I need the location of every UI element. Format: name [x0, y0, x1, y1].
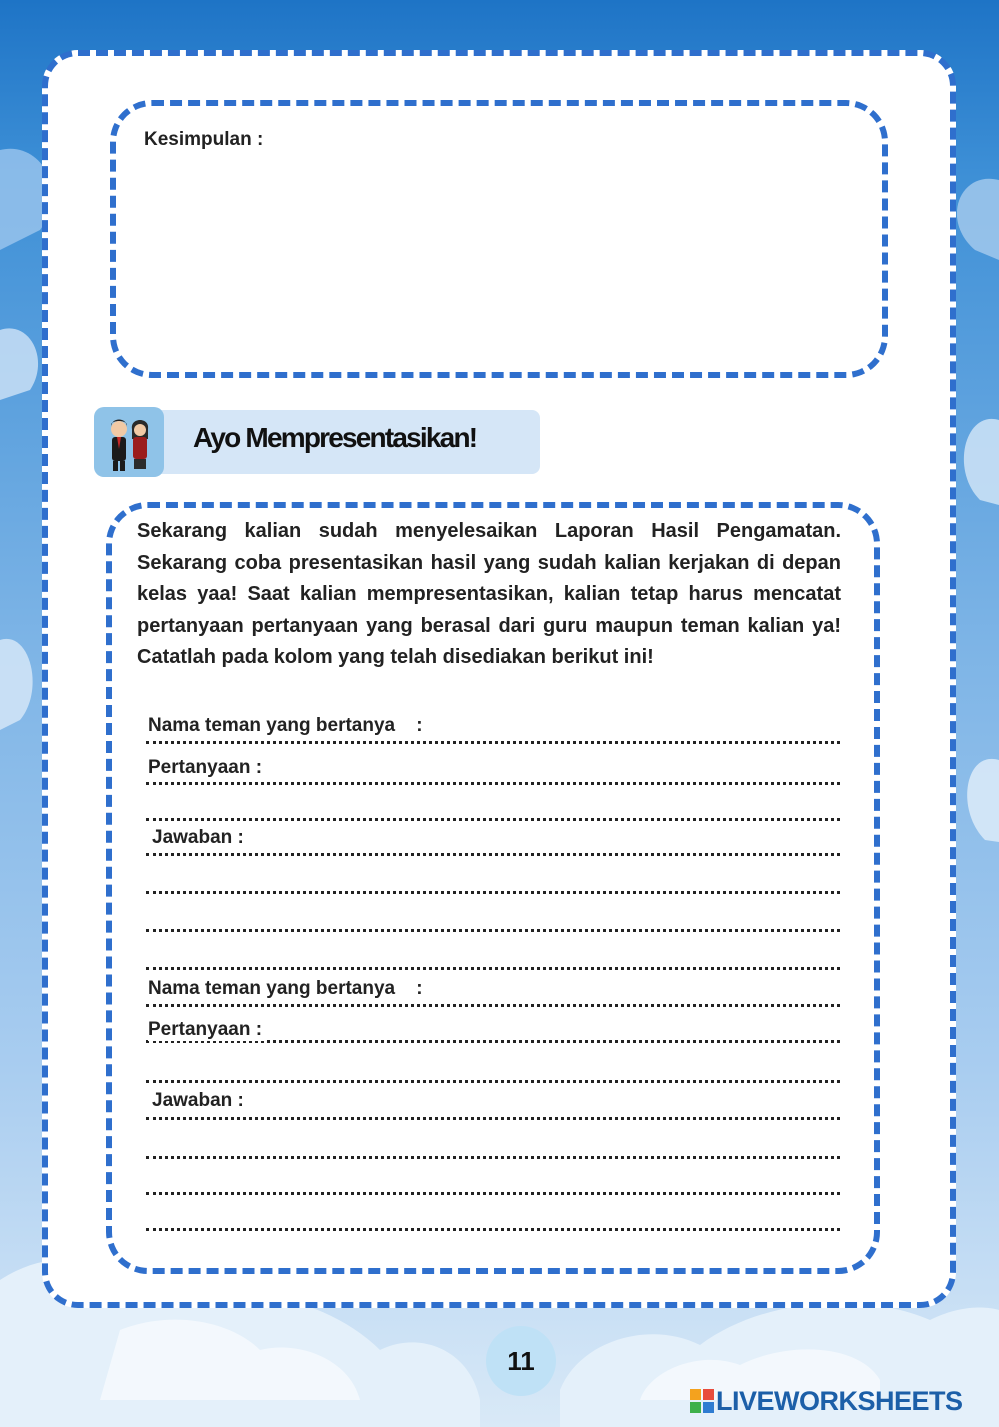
answer-line[interactable]	[146, 1117, 840, 1120]
answer-label: Jawaban :	[152, 1090, 248, 1112]
question-label: Pertanyaan :	[148, 1019, 266, 1041]
answer-line[interactable]	[146, 1228, 840, 1231]
answer-line[interactable]	[146, 967, 840, 970]
page-number: 11	[507, 1345, 535, 1376]
question-line[interactable]	[146, 1080, 840, 1083]
two-students-icon	[94, 407, 164, 477]
conclusion-label: Kesimpulan :	[144, 129, 264, 150]
name-line[interactable]	[146, 1004, 840, 1007]
answer-line[interactable]	[146, 891, 840, 894]
answer-line[interactable]	[146, 1156, 840, 1159]
instruction-paragraph: Sekarang kalian sudah menyelesaikan Laporan Hasil Pengamatan. Sekarang coba presentasikan hasil yang sudah kalian kerjakan di depan kelas yaa! Saat kalian mempresentasikan, kalian tetap harus mencatat pertanyaan pertanyaan yang berasal dari guru maupun teman kalian ya! Catatlah pada kolom yang telah disediakan berikut ini!	[137, 520, 841, 669]
answer-line[interactable]	[146, 853, 840, 856]
name-label: Nama teman yang bertanya :	[148, 715, 427, 737]
answer-line[interactable]	[146, 929, 840, 932]
section-title: Ayo Mempresentasikan!	[193, 422, 477, 453]
question-line[interactable]	[146, 782, 840, 785]
brand-name: LIVEWORKSHEETS	[716, 1385, 963, 1416]
name-label: Nama teman yang bertanya :	[148, 978, 427, 1000]
liveworksheets-logo-icon	[690, 1389, 714, 1413]
answer-line[interactable]	[146, 1192, 840, 1195]
page-number-badge	[486, 1326, 556, 1396]
liveworksheets-brand[interactable]	[690, 1386, 963, 1416]
name-line[interactable]	[146, 741, 840, 744]
question-label: Pertanyaan :	[148, 757, 266, 779]
question-line[interactable]	[146, 818, 840, 821]
answer-label: Jawaban :	[152, 827, 248, 849]
